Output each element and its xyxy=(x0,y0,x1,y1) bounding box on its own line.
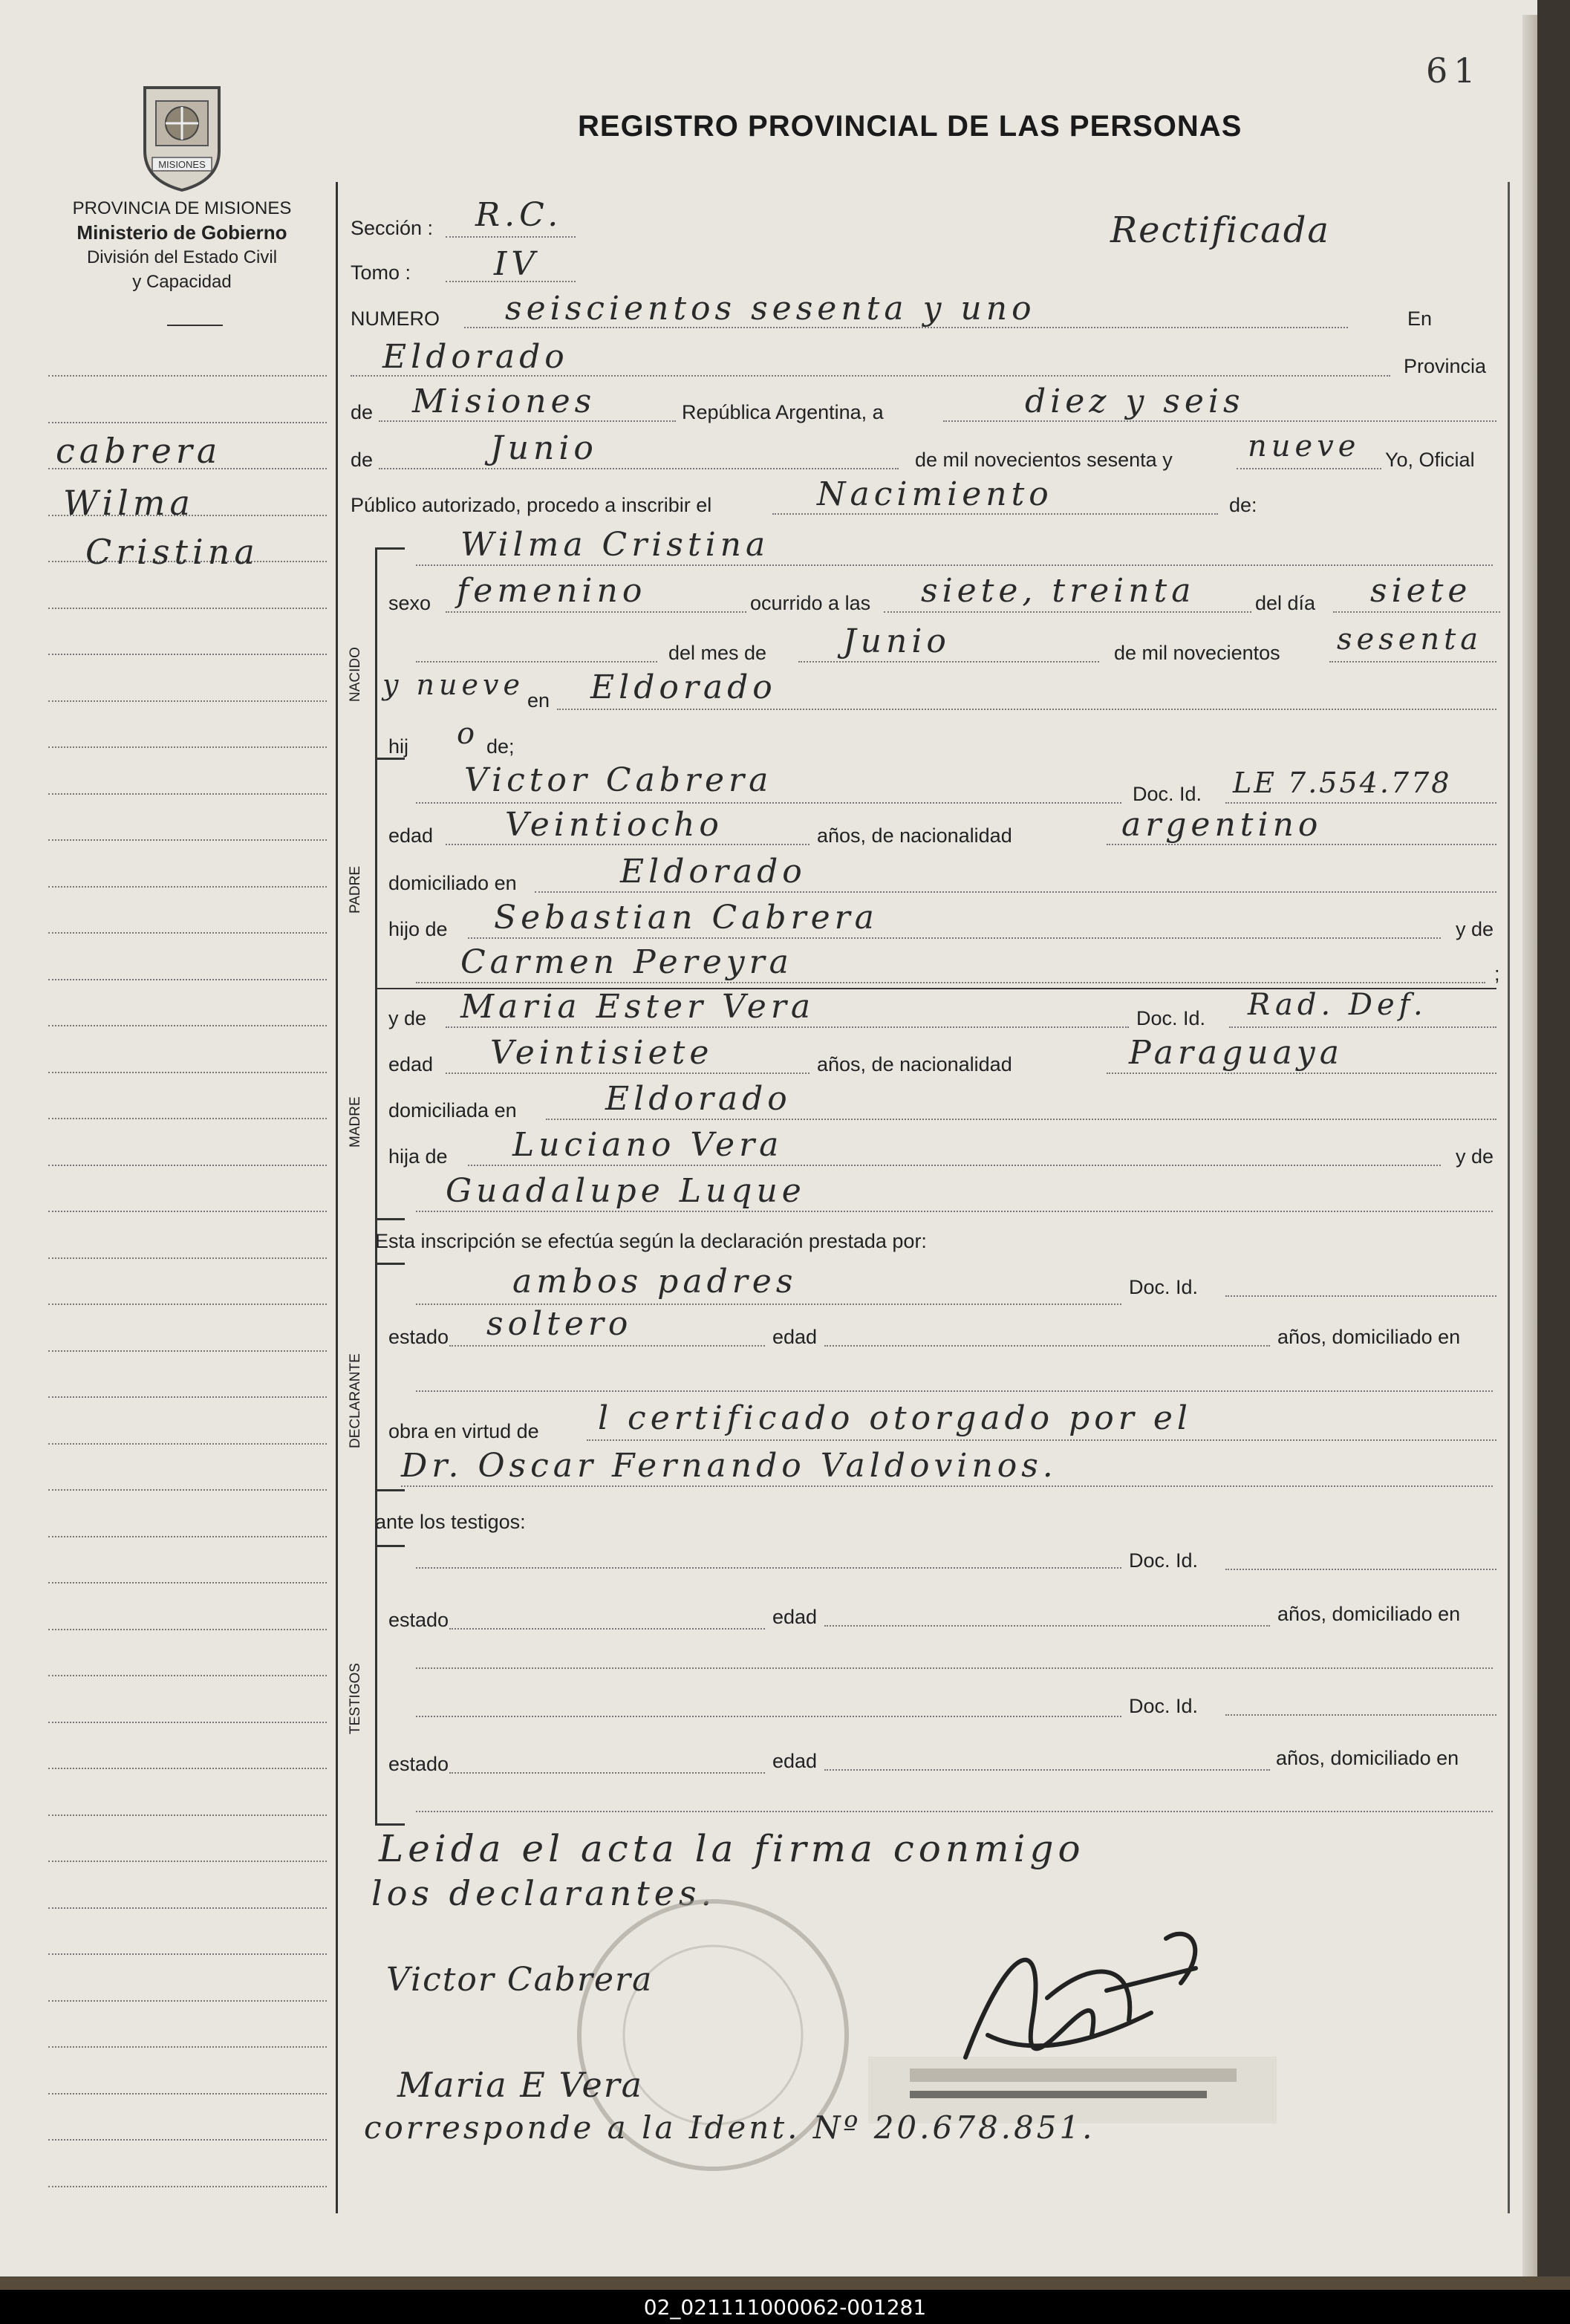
section-bracket-line xyxy=(375,547,377,1825)
sidebar-ruled-line xyxy=(48,839,327,841)
madre-nac-value: Paraguaya xyxy=(1129,1034,1343,1072)
dia-line xyxy=(1333,611,1500,613)
padre-edad-label: edad xyxy=(388,824,434,847)
declarante-doc-line xyxy=(1225,1295,1496,1297)
declarante-edad-label: edad xyxy=(772,1326,818,1348)
de-colon-label: de: xyxy=(1229,494,1257,516)
margin-note-first-name: Wilma xyxy=(63,483,195,523)
sidebar-ruled-line xyxy=(48,1814,327,1816)
declarante-top-tick xyxy=(375,1263,405,1265)
declarante-estado-line xyxy=(449,1345,765,1347)
main-right-border xyxy=(1508,182,1510,2213)
closing-line-1: Leida el acta la firma conmigo xyxy=(379,1827,1085,1870)
padre-label: PADRE xyxy=(348,865,363,914)
testigos-label: TESTIGOS xyxy=(348,1662,363,1734)
page-number: 61 xyxy=(1426,51,1482,91)
yo-oficial-label: Yo, Oficial xyxy=(1385,449,1475,471)
padre-anos-label: años, de nacionalidad xyxy=(817,824,1012,847)
madre-y-de-label: y de xyxy=(388,1007,427,1029)
testigo2-extra-line xyxy=(416,1811,1493,1812)
sidebar-ruled-line xyxy=(48,1768,327,1769)
sidebar-ruled-line xyxy=(48,1489,327,1491)
testigos-top-tick xyxy=(375,1545,405,1547)
madre-bottom-tick xyxy=(375,1218,405,1220)
numero-label: NUMERO xyxy=(351,307,440,330)
testigo2-anos-label: años, domiciliado en xyxy=(1276,1747,1459,1769)
sidebar-ruled-line xyxy=(48,1443,327,1445)
sidebar-ruled-line xyxy=(48,422,327,423)
declarante-anos-label: años, domiciliado en xyxy=(1277,1326,1461,1348)
madre-dom-label: domiciliada en xyxy=(388,1099,517,1122)
madre-padre-line xyxy=(468,1165,1441,1166)
fecha-mes-line xyxy=(379,468,899,469)
declarante-estado-label: estado xyxy=(388,1326,449,1348)
padre-madre-value: Carmen Pereyra xyxy=(460,943,793,981)
nacido-label: NACIDO xyxy=(348,647,363,702)
localidad-value: Eldorado xyxy=(382,338,569,376)
sidebar-ruled-line xyxy=(48,1582,327,1583)
madre-edad-value: Veintisiete xyxy=(490,1034,714,1072)
padre-dom-value: Eldorado xyxy=(620,853,807,891)
provincial-emblem xyxy=(134,80,230,192)
sidebar-ruled-line xyxy=(48,608,327,609)
sidebar-ruled-line xyxy=(48,1303,327,1305)
semicolon-label: ; xyxy=(1494,963,1500,985)
lugar-line xyxy=(557,709,1496,710)
madre-doc-value: Rad. Def. xyxy=(1248,988,1427,1022)
signature-mother: Maria E Vera xyxy=(397,2065,644,2105)
anio-a-line xyxy=(1329,661,1496,663)
page-edge xyxy=(1522,15,1537,2276)
sidebar-ruled-line xyxy=(48,2186,327,2187)
sidebar-ruled-line xyxy=(48,2046,327,2048)
declarante-extra-line xyxy=(416,1390,1493,1392)
madre-dom-line xyxy=(546,1119,1496,1120)
testigo1-edad-line xyxy=(824,1625,1270,1627)
seccion-line xyxy=(446,236,576,238)
fecha-mes-value: Junio xyxy=(490,429,598,467)
ante-testigos-label: ante los testigos: xyxy=(375,1511,526,1533)
madre-label: MADRE xyxy=(348,1096,363,1148)
hora-line xyxy=(884,611,1251,613)
sidebar-ruled-line xyxy=(48,1072,327,1073)
testigo2-estado-line xyxy=(449,1772,765,1774)
padre-hijo-label: hijo de xyxy=(388,918,448,940)
en2-label: en xyxy=(527,689,550,712)
padre-edad-value: Veintiocho xyxy=(505,806,723,844)
padre-nombre-line xyxy=(416,802,1121,804)
testigo1-extra-line xyxy=(416,1667,1493,1669)
testigo2-edad-line xyxy=(824,1769,1270,1771)
testigo1-anos-label: años, domiciliado en xyxy=(1277,1603,1461,1625)
testigo2-doc-label: Doc. Id. xyxy=(1129,1695,1199,1717)
madre-madre-line xyxy=(416,1211,1493,1212)
sidebar-ruled-line xyxy=(48,793,327,795)
margin-note-second-name: Cristina xyxy=(85,532,259,572)
closing-line-2: los declarantes. xyxy=(371,1873,717,1913)
hij-label: hij xyxy=(388,735,409,758)
fecha-anio-line xyxy=(1237,468,1381,469)
sidebar-ruled-line xyxy=(48,1350,327,1352)
obra-label: obra en virtud de xyxy=(388,1420,539,1442)
sidebar-ruled-line xyxy=(48,2093,327,2094)
signature-father: Victor Cabrera xyxy=(386,1961,654,1999)
hora-value: siete, treinta xyxy=(921,572,1196,610)
madre-doc-label: Doc. Id. xyxy=(1136,1007,1206,1029)
sidebar-ruled-line xyxy=(48,700,327,702)
padre-madre-line xyxy=(416,982,1485,983)
sidebar-ruled-line xyxy=(48,1722,327,1723)
sidebar-ruled-line xyxy=(48,979,327,980)
sidebar-ministry: Ministerio de Gobierno xyxy=(76,221,287,244)
obra-value-2: Dr. Oscar Fernando Valdovinos. xyxy=(401,1447,1058,1485)
provincia-line xyxy=(379,420,676,422)
rectification-annotation: Rectificada xyxy=(1110,209,1331,251)
padre-doc-value: LE 7.554.778 xyxy=(1233,766,1452,799)
sexo-value: femenino xyxy=(457,572,647,610)
sexo-label: sexo xyxy=(388,592,431,614)
padre-dom-line xyxy=(535,891,1496,893)
madre-nombre-line xyxy=(446,1026,1129,1028)
dia-value: siete xyxy=(1370,572,1472,610)
sidebar-ruled-line xyxy=(48,1675,327,1676)
testigo1-line xyxy=(416,1567,1121,1569)
testigo1-estado-line xyxy=(449,1628,765,1630)
provincia-label: Provincia xyxy=(1404,355,1487,377)
sidebar-ruled-line xyxy=(48,1118,327,1119)
anio-a-value: sesenta xyxy=(1337,622,1483,657)
sidebar-province: PROVINCIA DE MISIONES xyxy=(72,198,292,218)
sidebar-ruled-line xyxy=(48,375,327,377)
sexo-line xyxy=(446,611,746,613)
sidebar-ruled-line xyxy=(48,1396,327,1398)
de-mil2-label: de mil novecientos xyxy=(1114,642,1280,664)
testigo2-doc-line xyxy=(1225,1714,1496,1716)
obra-line-2 xyxy=(401,1485,1493,1487)
de-semicolon-label: de; xyxy=(486,735,515,758)
de2-label: de xyxy=(351,449,374,471)
declarante-estado-value: soltero xyxy=(486,1305,633,1343)
declarante-edad-line xyxy=(824,1345,1270,1347)
testigo1-doc-line xyxy=(1225,1569,1496,1570)
margin-note-surname: cabrera xyxy=(56,431,222,471)
acto-line xyxy=(772,513,1218,515)
madre-edad-line xyxy=(446,1073,810,1074)
madre-madre-value: Guadalupe Luque xyxy=(446,1172,806,1210)
document-title: REGISTRO PROVINCIAL DE LAS PERSONAS xyxy=(578,110,1242,143)
sidebar-divider xyxy=(167,325,223,326)
padre-y-de-label: y de xyxy=(1456,918,1494,940)
madre-nac-line xyxy=(1107,1073,1496,1074)
padre-nac-line xyxy=(1107,844,1496,845)
fecha-dia-value: diez y seis xyxy=(1025,383,1245,420)
ocurrido-label: ocurrido a las xyxy=(750,592,871,614)
fecha-anio-value: nueve xyxy=(1248,429,1361,463)
madre-hija-label: hija de xyxy=(388,1145,448,1168)
hij-suffix-value: o xyxy=(457,717,480,751)
sidebar-ruled-line xyxy=(48,1907,327,1909)
padre-doc-label: Doc. Id. xyxy=(1133,783,1202,805)
sidebar-ruled-line xyxy=(48,1953,327,1955)
testigo1-estado-label: estado xyxy=(388,1609,449,1631)
mes-line xyxy=(798,661,1099,663)
padre-dom-label: domiciliado en xyxy=(388,872,517,894)
nacido-top-tick xyxy=(375,547,405,550)
testigo1-doc-label: Doc. Id. xyxy=(1129,1549,1199,1572)
madre-dom-value: Eldorado xyxy=(605,1080,792,1118)
republica-label: República Argentina, a xyxy=(682,401,884,423)
sidebar-ruled-line xyxy=(48,1257,327,1259)
officer-signature xyxy=(943,1909,1225,2087)
declarante-value: ambos padres xyxy=(512,1263,798,1301)
inscripcion-label: Esta inscripción se efectúa según la declaración prestada por: xyxy=(375,1230,927,1252)
tomo-value: IV xyxy=(494,245,540,283)
sidebar-ruled-line xyxy=(48,2000,327,2002)
de-label: de xyxy=(351,401,374,423)
testigos-bottom-tick xyxy=(375,1823,405,1826)
padre-doc-line xyxy=(1225,802,1496,804)
madre-edad-label: edad xyxy=(388,1053,434,1075)
emblem-label: MISIONES xyxy=(158,159,206,170)
testigo1-edad-label: edad xyxy=(772,1606,818,1628)
madre-anos-label: años, de nacionalidad xyxy=(817,1053,1012,1075)
madre-nombre-value: Maria Ester Vera xyxy=(460,988,815,1026)
publico-label: Público autorizado, procedo a inscribir el xyxy=(351,494,712,516)
book-binding-strip xyxy=(0,2276,1570,2290)
declarante-label: DECLARANTE xyxy=(348,1353,363,1448)
testigo2-estado-label: estado xyxy=(388,1753,449,1775)
final-note: corresponde a la Ident. Nº 20.678.851. xyxy=(364,2109,1095,2146)
sidebar-ruled-line xyxy=(48,654,327,655)
sidebar-ruled-line xyxy=(48,2139,327,2141)
sidebar-ruled-line xyxy=(48,1536,327,1537)
en-label: En xyxy=(1407,307,1433,330)
sidebar-ruled-line xyxy=(48,1165,327,1166)
padre-edad-line xyxy=(446,844,810,845)
padre-padre-line xyxy=(468,937,1441,939)
padre-nombre-value: Victor Cabrera xyxy=(464,761,773,799)
del-dia-label: del día xyxy=(1255,592,1316,614)
madre-y-de2-label: y de xyxy=(1456,1145,1494,1168)
provincia-value: Misiones xyxy=(412,383,596,420)
seccion-value: R.C. xyxy=(475,196,563,234)
nombre-line xyxy=(416,564,1493,566)
sidebar-ruled-line xyxy=(48,746,327,748)
sidebar-ruled-line xyxy=(48,1629,327,1630)
mes-prefix-line xyxy=(416,661,657,663)
nombre-value: Wilma Cristina xyxy=(460,526,770,564)
anio-b-value: y nueve xyxy=(382,668,524,701)
sidebar-ruled-line xyxy=(48,886,327,888)
padre-nac-value: argentino xyxy=(1121,806,1323,844)
sidebar-division: División del Estado Civil xyxy=(86,247,278,267)
declarante-doc-label: Doc. Id. xyxy=(1129,1276,1199,1298)
acto-value: Nacimiento xyxy=(817,475,1053,513)
fecha-dia-line xyxy=(943,420,1496,422)
sidebar-ruled-line xyxy=(48,1211,327,1212)
mes-value: Junio xyxy=(843,622,951,660)
footer-filename: 02_021111000062-001281 xyxy=(643,2295,927,2320)
numero-value: seiscientos sesenta y uno xyxy=(505,290,1036,328)
testigo2-line xyxy=(416,1716,1121,1717)
testigo2-edad-label: edad xyxy=(772,1750,818,1772)
seccion-label: Sección : xyxy=(351,217,434,239)
sidebar-ruled-line xyxy=(48,1861,327,1862)
del-mes-label: del mes de xyxy=(668,642,767,664)
sidebar-header xyxy=(30,196,334,294)
obra-line-1 xyxy=(587,1439,1496,1441)
main-left-border xyxy=(336,182,338,2213)
lugar-value: Eldorado xyxy=(590,668,777,706)
madre-padre-value: Luciano Vera xyxy=(512,1126,784,1164)
declarante-bottom-tick xyxy=(375,1489,405,1491)
tomo-label: Tomo : xyxy=(351,261,411,284)
sidebar-ruled-line xyxy=(48,1025,327,1026)
sidebar-capacity: y Capacidad xyxy=(132,272,232,292)
obra-value-1: l certificado otorgado por el xyxy=(598,1399,1192,1437)
madre-doc-line xyxy=(1229,1026,1496,1028)
de-mil-label: de mil novecientos sesenta y xyxy=(915,449,1173,471)
sidebar-ruled-line xyxy=(48,932,327,934)
padre-padre-value: Sebastian Cabrera xyxy=(494,899,879,937)
